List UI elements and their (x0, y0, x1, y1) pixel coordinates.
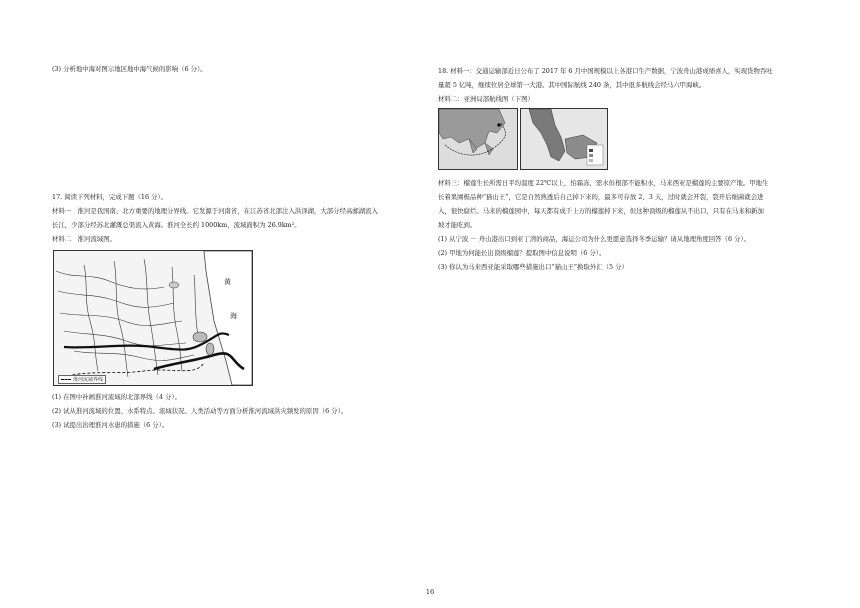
asia-route-map-drawing (439, 109, 517, 169)
material2-label: 材料二 淮河流域图。 (52, 235, 116, 243)
q17-question-2: (2) 试从淮河流域的位置、水系特点、流域状况、人类活动等方面分析淮河流域洪灾频发的原因（6 分）。 (52, 407, 348, 415)
q18-question-3: (3) 你认为马来西亚能采取哪些措施出口“猫山王”换取外汇（5 分） (438, 263, 628, 271)
q18-question-2: (2) 甲地为何能长出顶级榴莲？提取图中信息说明（6 分）。 (438, 249, 606, 257)
sea-label-2: 海 (230, 312, 237, 320)
q18-block (438, 64, 808, 106)
q17-intro: 17. 阅读下列材料，完成下题（16 分）。 (52, 193, 168, 201)
q18-material2: 材料二：亚洲局部航线图（下图） (438, 95, 534, 103)
material3-line4: 坡才能吃到。 (438, 221, 477, 229)
q17-block (52, 190, 392, 246)
material1-line1: 材料一 淮河是我国南、北方重要的地理分界线。它发源于河南省，在江苏省北部注入洪泽湖，大部分经高邮湖流入 (52, 207, 378, 215)
material1-line2: 长江，少部分经苏北灌溉总渠流入黄海。淮河全长约 1000km，流域面积为 26.9km²。 (52, 221, 301, 229)
huai-river-map-drawing (54, 251, 252, 385)
left-column (52, 62, 392, 76)
material3-line3: 入，很快腐烂。马来的榴莲园中，每天都有成千上万的榴莲掉下来，但这种顶级的榴莲从不出口，只有在马来和新加 (438, 207, 764, 215)
legend-line-icon (61, 379, 71, 380)
q18-material3 (438, 176, 808, 274)
sea-label-1: 黄 (224, 278, 231, 286)
malaysia-map-drawing (521, 109, 607, 169)
q17-question-1: (1) 在图中补画淮河流域的北部界线（4 分）。 (52, 393, 182, 401)
q18-line2: 量超 5 亿吨，继续位居全球第一大港。其中国际航线 240 条，其中很多航线会经马六甲海峡。 (438, 81, 706, 89)
legend-label: 淮河流域界线 (73, 377, 104, 383)
q18-line1: 18. 材料一：交通运输部近日公布了 2017 年 6 月中国规模以上各港口生产数据，宁波舟山港成绩喜人，实现货物吞吐 (438, 67, 773, 75)
q16-item3: (3) 分析地中海对图示地区地中海气候的影响（6 分）。 (52, 65, 207, 73)
map-legend (58, 375, 106, 384)
material3-line1: 材料三：榴莲生长所需日平均温度 22℃以上，怕霜冻，需水但根部不能积水，马来西亚是榴莲的主要原产地。甲地生 (438, 179, 769, 187)
asia-route-map (438, 108, 518, 170)
material3-line2: 长着果園极品种“猫山王”，它是自然熟透后自己掉下来的，最多可存放 2、3 天，过时就会开裂，裂开后细菌就会进 (438, 193, 764, 201)
malaysia-map (520, 108, 608, 170)
q17-question-3: (3) 试提出治理淮河水患的措施（6 分）。 (52, 421, 169, 429)
q17-questions (52, 390, 392, 432)
page-number: 16 (425, 588, 435, 596)
huai-river-map (53, 250, 253, 386)
q18-question-1: (1) 从宁波 － 舟山港出口到亚丁湾的商品，海运公司为什么更愿意选择冬季运输？请从地理角度回答（6 分）。 (438, 235, 751, 243)
